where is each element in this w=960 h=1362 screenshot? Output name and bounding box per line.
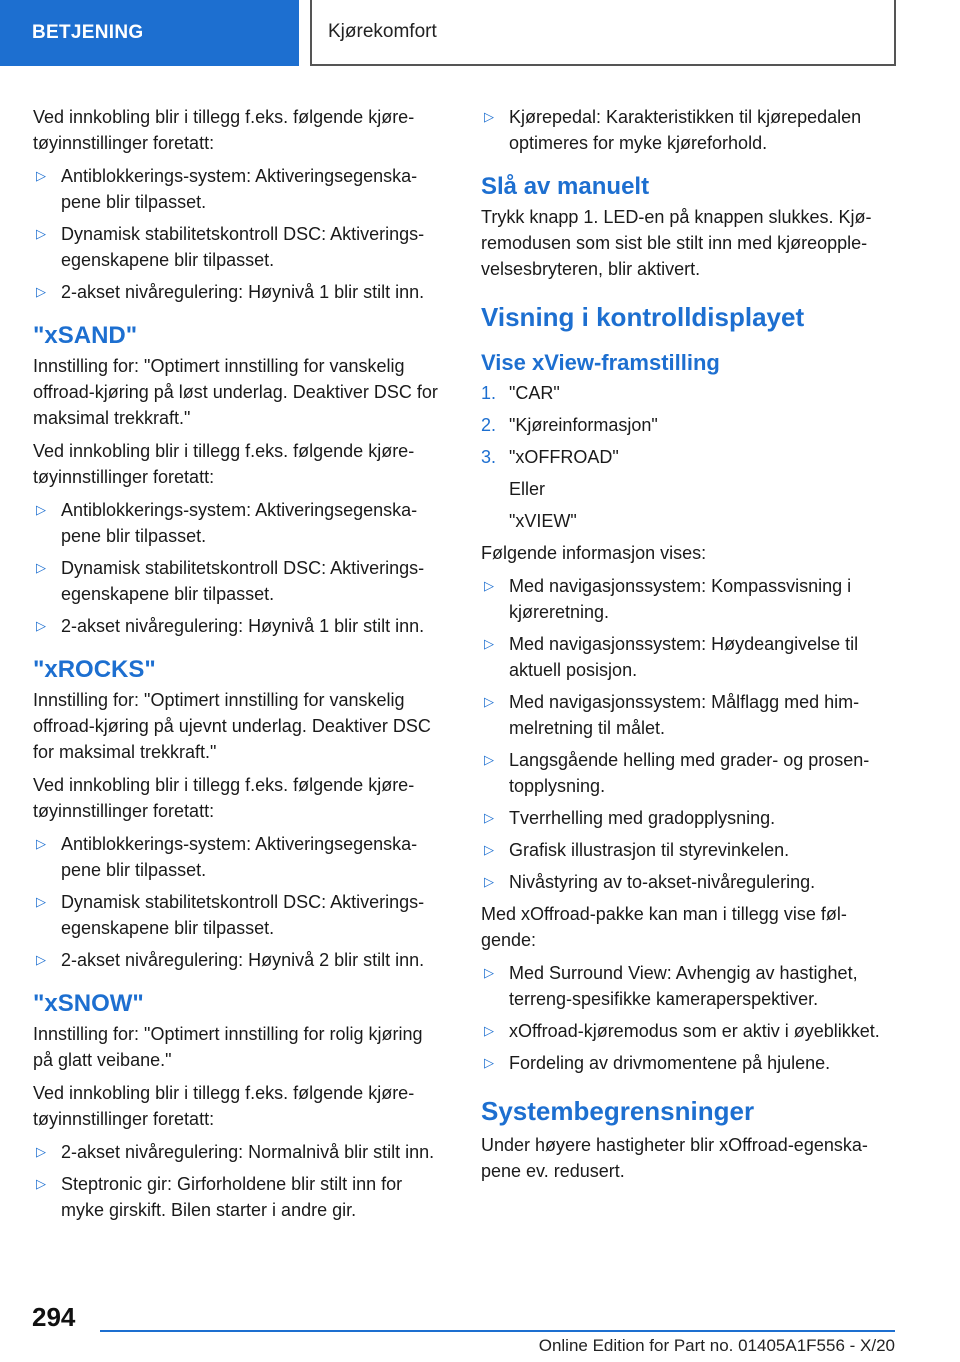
list-item: ▷ 2-akset nivåregulering: Høynivå 1 blir stilt inn. (33, 613, 446, 639)
bullet-triangle-icon: ▷ (36, 1144, 46, 1159)
list-item: ▷ Nivåstyring av to-akset-nivåregulering. (481, 869, 894, 895)
subheading-xview: Vise xView-framstilling (481, 350, 720, 375)
list-item: ▷ Fordeling av drivmomentene på hjulene. (481, 1050, 894, 1076)
list-item: ▷ Med Surround View: Avhengig av hastighet, terreng-spesifikke kameraperspektiver. (481, 960, 894, 1012)
list-item: ▷ Antiblokkerings-system: Aktiveringsegenskapene blir tilpasset. (33, 163, 446, 215)
heading-manual-off: Slå av manuelt (481, 173, 650, 200)
list-item: ▷ xOffroad-kjøremodus som er aktiv i øyeblikket. (481, 1018, 894, 1044)
bullet-triangle-icon: ▷ (36, 502, 46, 517)
bullet-triangle-icon: ▷ (36, 1176, 46, 1191)
bullet-triangle-icon: ▷ (484, 874, 494, 889)
heading-system-limits: Systembegrensninger (481, 1096, 755, 1126)
list-item: ▷ Med navigasjonssystem: Målflagg med himmelretning til målet. (481, 689, 894, 741)
left-column (33, 104, 446, 1229)
bullet-triangle-icon: ▷ (484, 1023, 494, 1038)
bullet-triangle-icon: ▷ (484, 636, 494, 651)
list-item: ▷ Steptronic gir: Girforholdene blir stilt inn for myke girskift. Bilen starter i andre gir. (33, 1171, 446, 1223)
package-intro: Med xOffroad-pakke kan man i tillegg vise følgende: (481, 904, 847, 950)
bullet-triangle-icon: ▷ (484, 842, 494, 857)
list-item: ▷ 2-akset nivåregulering: Høynivå 2 blir stilt inn. (33, 947, 446, 973)
step-or: Eller (509, 479, 546, 499)
xsand-intro: Ved innkobling blir i tillegg f.eks. følgende kjøretøyinnstillinger foretatt: (33, 441, 415, 487)
bullet-triangle-icon: ▷ (36, 952, 46, 967)
bullet-triangle-icon: ▷ (484, 694, 494, 709)
heading-xsand: "xSAND" (33, 322, 138, 349)
bullet-triangle-icon: ▷ (36, 226, 46, 241)
numbered-step: 3. "xOFFROAD" (481, 444, 894, 470)
bullet-triangle-icon: ▷ (36, 894, 46, 909)
heading-xsnow: "xSNOW" (33, 990, 144, 1017)
step-number: 2. (481, 415, 497, 435)
list-item: ▷ 2-akset nivåregulering: Normalnivå blir stilt inn. (33, 1139, 446, 1165)
xsnow-intro: Ved innkobling blir i tillegg f.eks. følgende kjøretøyinnstillinger foretatt: (33, 1083, 415, 1129)
list-item: ▷ Tverrhelling med gradopplysning. (481, 805, 894, 831)
bullet-triangle-icon: ▷ (484, 752, 494, 767)
section-tab (0, 0, 299, 66)
xsnow-description: Innstilling for: "Optimert innstilling for rolig kjøring på glatt veibane." (33, 1024, 423, 1070)
bullet-triangle-icon: ▷ (36, 836, 46, 851)
bullet-triangle-icon: ▷ (484, 1055, 494, 1070)
list-item: ▷ Kjørepedal: Karakteristikken til kjørepedalen optimeres for myke kjøreforhold. (481, 104, 894, 156)
system-limits-text: Under høyere hastigheter blir xOffroad-egenskapene ev. redusert. (481, 1135, 868, 1181)
numbered-step: 1. "CAR" (481, 380, 894, 406)
page-number: 294 (32, 1302, 76, 1332)
list-item: ▷ Antiblokkerings-system: Aktiveringsegenskapene blir tilpasset. (33, 831, 446, 883)
bullet-triangle-icon: ▷ (36, 284, 46, 299)
list-item: ▷ Dynamisk stabilitetskontroll DSC: Aktiveringsegenskapene blir tilpasset. (33, 555, 446, 607)
intro-paragraph: Ved innkobling blir i tillegg f.eks. følgende kjøretøyinnstillinger foretatt: (33, 107, 415, 153)
bullet-triangle-icon: ▷ (484, 810, 494, 825)
step-alternative: "xVIEW" (509, 511, 577, 531)
chapter-header (310, 0, 896, 66)
xrocks-description: Innstilling for: "Optimert innstilling for vanskelig offroad-kjøring på ujevnt underlag. Deaktiver DSC for maksimal trekkraft." (33, 690, 431, 762)
bullet-triangle-icon: ▷ (484, 965, 494, 980)
xsand-description: Innstilling for: "Optimert innstilling for vanskelig offroad-kjøring på løst underlag. Deaktiver DSC for maksimal trekkraft." (33, 356, 438, 428)
list-item: ▷ Grafisk illustrasjon til styrevinkelen. (481, 837, 894, 863)
manual-off-text: Trykk knapp 1. LED-en på knappen slukkes. Kjøremodusen som sist ble stilt inn med kjøreopplevelsesbryteren, blir aktivert. (481, 207, 872, 279)
list-item: ▷ Dynamisk stabilitetskontroll DSC: Aktiveringsegenskapene blir tilpasset. (33, 889, 446, 941)
bullet-triangle-icon: ▷ (36, 560, 46, 575)
numbered-step: 2. "Kjøreinformasjon" (481, 412, 894, 438)
bullet-triangle-icon: ▷ (36, 618, 46, 633)
step-number: 1. (481, 383, 497, 403)
list-item: ▷ Med navigasjonssystem: Høydeangivelse til aktuell posisjon. (481, 631, 894, 683)
list-item: ▷ Langsgående helling med grader- og prosentopplysning. (481, 747, 894, 799)
list-item: ▷ 2-akset nivåregulering: Høynivå 1 blir stilt inn. (33, 279, 446, 305)
footer-divider (100, 1330, 895, 1332)
footer-edition: Online Edition for Part no. 01405A1F556 - X/20 (538, 1336, 895, 1355)
info-intro: Følgende informasjon vises: (481, 543, 707, 563)
step-number: 3. (481, 447, 497, 467)
list-item: ▷ Med navigasjonssystem: Kompassvisning i kjøreretning. (481, 573, 894, 625)
right-column (481, 104, 894, 1191)
bullet-triangle-icon: ▷ (484, 109, 494, 124)
heading-control-display: Visning i kontrolldisplayet (481, 302, 805, 332)
chapter-title: Kjørekomfort (328, 21, 437, 42)
bullet-triangle-icon: ▷ (36, 168, 46, 183)
list-item: ▷ Dynamisk stabilitetskontroll DSC: Aktiveringsegenskapene blir tilpasset. (33, 221, 446, 273)
bullet-triangle-icon: ▷ (484, 578, 494, 593)
xrocks-intro: Ved innkobling blir i tillegg f.eks. følgende kjøretøyinnstillinger foretatt: (33, 775, 415, 821)
list-item: ▷ Antiblokkerings-system: Aktiveringsegenskapene blir tilpasset. (33, 497, 446, 549)
section-title: BETJENING (32, 22, 144, 43)
heading-xrocks: "xROCKS" (33, 656, 156, 683)
